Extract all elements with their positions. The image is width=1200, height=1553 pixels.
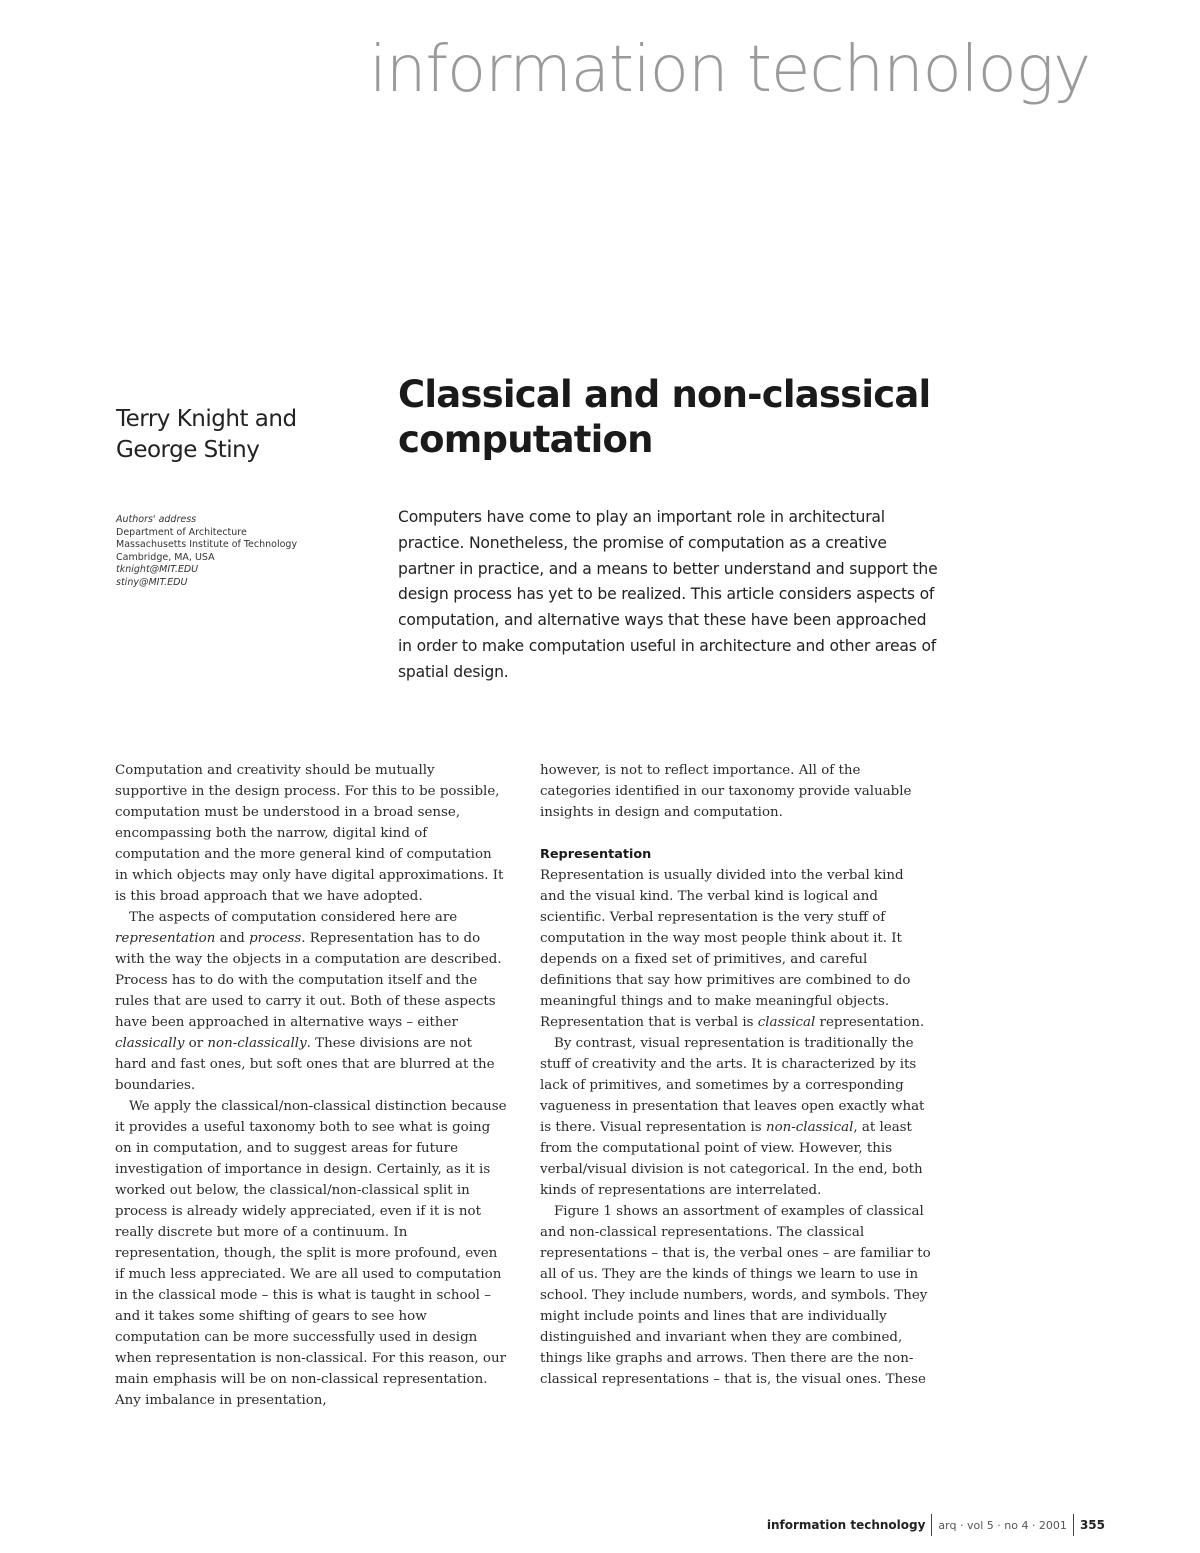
paragraph: We apply the classical/non-classical distinction because it provides a useful taxonomy both to see what is going on in computation, and to suggest areas for future investigation of importance in design. Certainly, as it is worked out below, the classical/non-classical split in process is already widely appreciated, even if it is not really discrete but more of a continuum. In representation, though, the split is more profound, even if much less appreciated. We are all used to computation in the classical mode – this is what is taught in school – and it takes some shifting of gears to see how computation can be more successfully used in design when representation is non-classical. For this reason, our main emphasis will be on non-classical representation. Any imbalance in presentation, bbox=[115, 1099, 507, 1408]
address-line: Massachusetts Institute of Technology bbox=[116, 539, 298, 551]
address-label: Authors' address bbox=[116, 514, 197, 525]
footer-journal: arq · vol 5 · no 4 · 2001 bbox=[938, 1518, 1067, 1532]
authors-address bbox=[116, 514, 346, 590]
paragraph: The aspects of computation considered here are representation and process. Representation has to do with the way the objects in a computation are described. Process has to do with the computation itself and the rules that are used to carry it out. Both of these aspects have been approached in alternative ways – either classically or non-classically. These divisions are not hard and fast ones, but soft ones that are blurred at the boundaries. bbox=[115, 910, 502, 1093]
paragraph: however, is not to reflect importance. All of the categories identified in our taxonomy provide valuable insights in design and computation. bbox=[540, 763, 912, 820]
paragraph: Representation is usually divided into the verbal kind and the visual kind. The verbal kind is logical and scientific. Verbal representation is the very stuff of computation in the way most people think about it. It depends on a fixed set of primitives, and careful definitions that say how primitives are combined to do meaningful things and to make meaningful objects. Representation that is verbal is classical representation. bbox=[540, 868, 925, 1030]
body-column-right bbox=[540, 760, 932, 1390]
body-column-left bbox=[115, 760, 507, 1411]
author-line: Terry Knight and bbox=[116, 406, 297, 432]
author-email[interactable]: tknight@MIT.EDU bbox=[116, 564, 199, 576]
author-line: George Stiny bbox=[116, 437, 260, 463]
footer-section: information technology bbox=[766, 1518, 926, 1532]
authors bbox=[116, 404, 346, 466]
author-email[interactable]: stiny@MIT.EDU bbox=[116, 576, 188, 588]
article-title: Classical and non-classical computation bbox=[398, 373, 931, 461]
footer-divider bbox=[931, 1514, 932, 1536]
paragraph: Figure 1 shows an assortment of examples of classical and non-classical representations. The classical representations – that is, the verbal ones – are familiar to all of us. They are the kinds of things we learn to use in school. They include numbers, words, and symbols. They might include points and lines that are individually distinguished and invariant when they are combined, things like graphs and arrows. Then there are the non-classical representations – that is, the visual ones. These bbox=[540, 1204, 931, 1387]
paragraph: Computation and creativity should be mutually supportive in the design process. For this to be possible, computation must be understood in a broad sense, encompassing both the narrow, digital kind of computation and the more general kind of computation in which objects may only have digital approximations. It is this broad approach that we have adopted. bbox=[115, 763, 504, 904]
footer-divider bbox=[1073, 1514, 1074, 1536]
page-number: 355 bbox=[1079, 1518, 1105, 1532]
section-heading: Representation bbox=[540, 847, 652, 862]
address-line: Department of Architecture bbox=[116, 526, 247, 538]
page-footer bbox=[767, 1514, 1105, 1536]
paragraph: By contrast, visual representation is traditionally the stuff of creativity and the arts. It is characterized by its lack of primitives, and sometimes by a corresponding vagueness in presentation that leaves open exactly what is there. Visual representation is non-classical, at least from the computational point of view. However, this verbal/visual division is not categorical. In the end, both kinds of representations are interrelated. bbox=[540, 1036, 925, 1198]
section-header: information technology bbox=[369, 33, 1090, 107]
abstract: Computers have come to play an important role in architectural practice. Nonetheless, the promise of computation as a creative partner in practice, and a means to better understand and support the design process has yet to be realized. This article considers aspects of computation, and alternative ways that these have been approached in order to make computation useful in architecture and other areas of spatial design. bbox=[398, 508, 938, 681]
address-line: Cambridge, MA, USA bbox=[116, 551, 215, 563]
